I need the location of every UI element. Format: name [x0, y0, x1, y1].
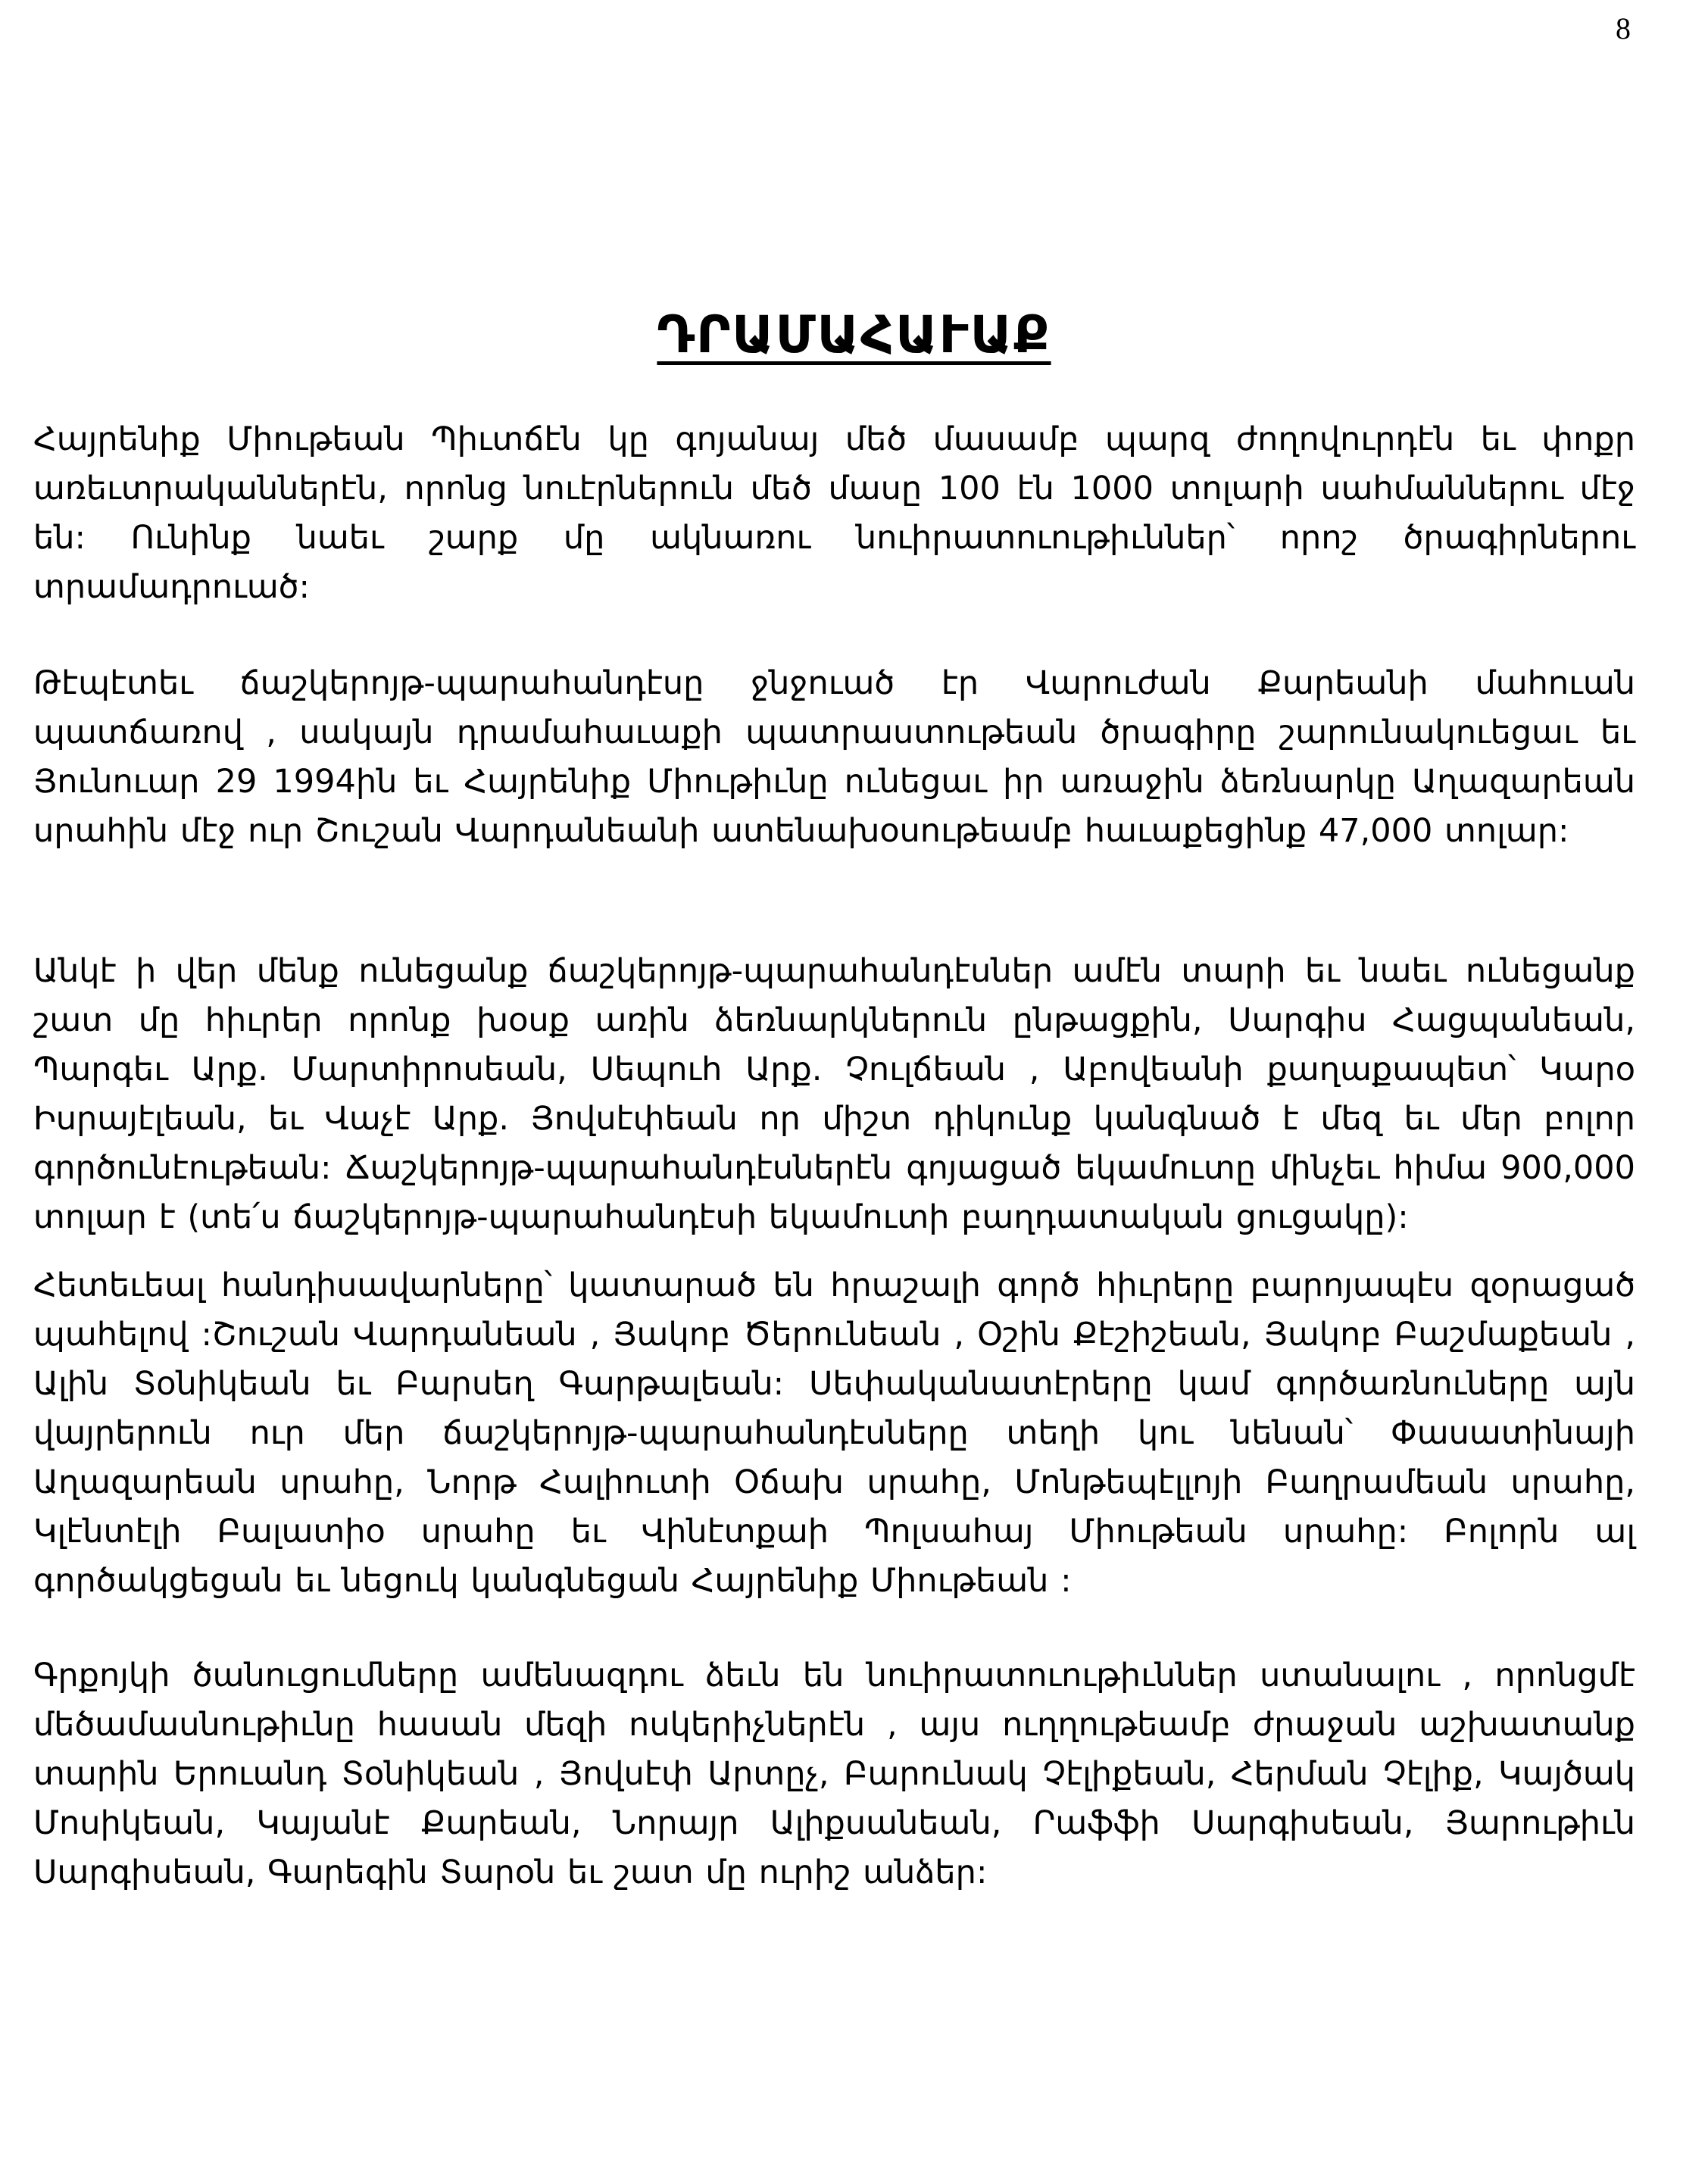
page-number: 8 — [1616, 11, 1631, 45]
paragraph-annual-banquets: Անկէ ի վեր մենք ունեցանք ճաշկերոյթ-պարահանդէսներ ամէն տարի եւ նաեւ ունեցանք շատ մը հիւրեր որոնք խօսք առին ձեռնարկներուն ընթացքին, Սարգիս Հացպանեան, Պարգեւ Արք. Մարտիրոսեան, Սեպուհ Արք. Չուլճեան , Աբովեանի քաղաքապետ՝ Կարօ Իսրայէլեան, եւ Վաչէ Արք. Յովսէփեան որ միշտ դիկունք կանգնած է մեզ եւ մեր բոլոր գործունէութեան: Ճաշկերոյթ-պարահանդէսներէն գոյացած եկամուտը մինչեւ հիմա 900,000 տոլար է (տե՛ս ճաշկերոյթ-պարահանդէսի եկամուտի բաղդատական ցուցակը): — [33, 952, 1635, 1236]
paragraph-first-fundraiser: Թէպէտեւ ճաշկերոյթ-պարահանդէսը ջնջուած էր Վարուժան Քարեանի մահուան պատճառով , սակայն դրամահաւաքի պատրաստութեան ծրագիրը շարունակուեցաւ եւ Յունուար 29 1994ին եւ Հայրենիք Միութիւնը ունեցաւ իր առաջին ձեռնարկը Աղազարեան սրահին մէջ ուր Շուշան Վարդանեանի ատենախօսութեամբ հաւաքեցինք 47,000 տոլար: — [33, 664, 1635, 850]
paragraph-booklet-ads: Գրքոյկի ծանուցումները ամենազդու ձեւն են նուիրատուութիւններ ստանալու , որոնցմէ մեծամասնութիւնը հասան մեզի ոսկերիչներէն , այս ուղղութեամբ ժրաջան աշխատանք տարին Երուանդ Տօնիկեան , Յովսէփ Արտըչ, Բարունակ Չէլիքեան, Հերման Չէլիք, Կայծակ Մոսիկեան, Կայանէ Քարեան, Նորայր Ալիքսանեան, Րաֆֆի Սարգիսեան, Յարութիւն Սարգիսեան, Գարեգին Տարօն եւ շատ մը ուրիշ անձեր: — [33, 1657, 1635, 1891]
page-title: ԴՐԱՄԱՀԱՒԱՔ — [657, 304, 1051, 365]
paragraph-budget-sources: Հայրենիք Միութեան Պիւտճէն կը գոյանայ մեծ մասամբ պարզ ժողովուրդէն եւ փոքր առեւտրականներէն, որոնց նուէրներուն մեծ մասը 100 էն 1000 տոլարի սահմաններու մէջ են: Ունինք նաեւ շարք մը ակնառու նուիրատուութիւններ՝ որոշ ծրագիրներու տրամադրուած: — [33, 420, 1635, 606]
paragraph-masters-of-ceremony: Հետեւեալ հանդիսավարները՝ կատարած են հրաշալի գործ հիւրերը բարոյապէս զօրացած պահելով :Շուշան Վարդանեան , Յակոբ Ծերունեան , Օշին Քէշիշեան, Յակոբ Բաշմաքեան , Ալին Տօնիկեան եւ Բարսեղ Գարթալեան: Սեփականատէրերը կամ գործառնուները այն վայրերուն ուր մեր ճաշկերոյթ-պարահանդէսները տեղի կու նենան՝ Փասատինայի Աղազարեան սրահը, Նորթ Հալիուտի Օճախ սրահը, Մոնթեպէլլոյի Բաղրամեան սրահը, Կլէնտէլի Բալատիօ սրահը եւ Վինէտքաի Պոլսահայ Միութեան սրահը: Բոլորն ալ գործակցեցան եւ նեցուկ կանգնեցան Հայրենիք Միութեան : — [33, 1266, 1635, 1600]
